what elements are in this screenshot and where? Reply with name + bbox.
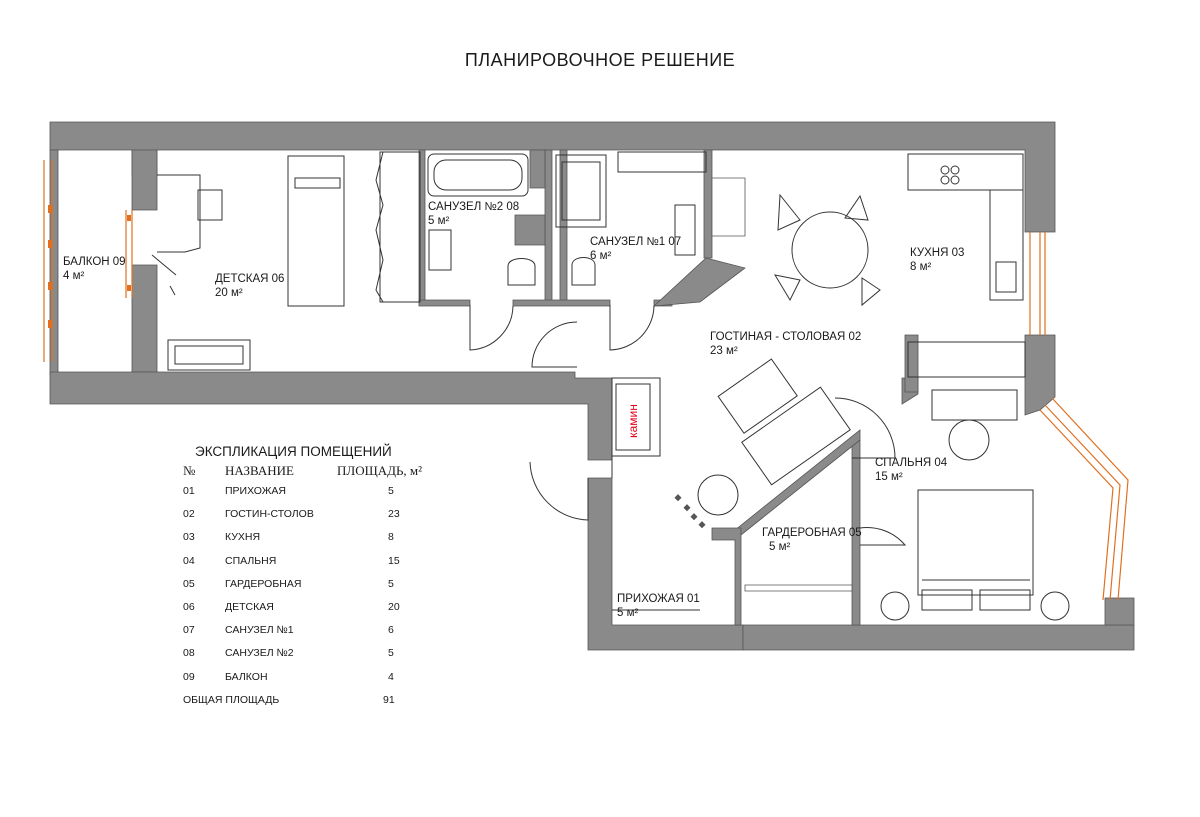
room-area: 8 м² bbox=[910, 261, 932, 273]
row-num: 06 bbox=[183, 600, 195, 613]
row-name: СПАЛЬНЯ bbox=[225, 554, 277, 567]
room-name: ДЕТСКАЯ 06 bbox=[215, 273, 285, 285]
schedule-row bbox=[183, 479, 453, 502]
row-area: 8 bbox=[388, 531, 394, 544]
room-name: САНУЗЕЛ №2 08 bbox=[428, 201, 520, 213]
row-name: КУХНЯ bbox=[225, 531, 261, 544]
room-name: СПАЛЬНЯ 04 bbox=[875, 457, 948, 469]
room-name: ГОСТИНАЯ - СТОЛОВАЯ 02 bbox=[710, 331, 862, 343]
room-label-bath1 bbox=[590, 235, 681, 263]
schedule-row bbox=[183, 618, 453, 641]
room-area: 15 м² bbox=[875, 471, 903, 483]
row-area: 5 bbox=[388, 485, 394, 497]
header-name: НАЗВАНИЕ bbox=[225, 463, 294, 478]
row-num: 01 bbox=[183, 485, 195, 497]
header-num: № bbox=[183, 463, 196, 478]
room-name: ПРИХОЖАЯ 01 bbox=[617, 593, 700, 605]
schedule-row bbox=[183, 502, 453, 525]
room-name: КУХНЯ 03 bbox=[910, 247, 965, 259]
room-label-kitchen bbox=[910, 246, 964, 274]
schedule-header bbox=[183, 463, 453, 479]
room-name: ГАРДЕРОБНАЯ 05 bbox=[762, 527, 862, 539]
fireplace-text: камин bbox=[626, 404, 640, 438]
row-area: 4 bbox=[388, 670, 394, 683]
room-name: САНУЗЕЛ №1 07 bbox=[590, 236, 682, 248]
schedule-rows bbox=[183, 479, 453, 688]
schedule-row bbox=[183, 549, 453, 572]
room-area: 23 м² bbox=[710, 345, 738, 357]
fireplace-label bbox=[618, 392, 648, 450]
room-label-bath2 bbox=[428, 200, 519, 228]
row-area: 15 bbox=[388, 554, 400, 567]
room-label-kids bbox=[215, 272, 284, 300]
schedule-title: ЭКСПЛИКАЦИЯ ПОМЕЩЕНИЙ bbox=[195, 444, 392, 459]
room-area: 6 м² bbox=[590, 250, 612, 262]
row-num: 07 bbox=[183, 624, 195, 637]
page-title: ПЛАНИРОВОЧНОЕ РЕШЕНИЕ bbox=[464, 50, 736, 70]
room-label-living bbox=[710, 330, 861, 358]
row-num: 04 bbox=[183, 554, 195, 567]
room-name: БАЛКОН 09 bbox=[63, 256, 126, 268]
total-label: ОБЩАЯ ПЛОЩАДЬ bbox=[183, 694, 280, 706]
hall-hooks bbox=[674, 494, 705, 528]
row-name: ГОСТИН-СТОЛОВ bbox=[225, 508, 314, 521]
row-name: ГАРДЕРОБНАЯ bbox=[225, 577, 302, 590]
row-name: ДЕТСКАЯ bbox=[225, 600, 274, 613]
row-num: 05 bbox=[183, 577, 195, 590]
room-area: 5 м² bbox=[428, 215, 450, 227]
row-area: 23 bbox=[388, 508, 400, 521]
room-label-wardrobe bbox=[762, 526, 862, 554]
header-area: ПЛОЩАДЬ, м² bbox=[337, 463, 423, 478]
schedule-row bbox=[183, 572, 453, 595]
room-area: 4 м² bbox=[63, 270, 85, 282]
row-name: ПРИХОЖАЯ bbox=[225, 485, 286, 497]
row-name: БАЛКОН bbox=[225, 670, 268, 683]
row-name: САНУЗЕЛ №1 bbox=[225, 624, 294, 637]
row-area: 6 bbox=[388, 624, 394, 637]
row-area: 5 bbox=[388, 647, 394, 660]
schedule-row bbox=[183, 665, 453, 688]
schedule-row bbox=[183, 641, 453, 664]
row-num: 03 bbox=[183, 531, 195, 544]
total-value: 91 bbox=[383, 694, 395, 706]
row-num: 08 bbox=[183, 647, 195, 660]
row-num: 02 bbox=[183, 508, 195, 521]
room-area: 5 м² bbox=[769, 541, 791, 553]
schedule-row bbox=[183, 525, 453, 548]
room-label-balcony bbox=[63, 255, 126, 283]
row-area: 20 bbox=[388, 600, 400, 613]
room-area: 5 м² bbox=[617, 607, 639, 619]
room-area: 20 м² bbox=[215, 287, 243, 299]
row-name: САНУЗЕЛ №2 bbox=[225, 647, 294, 660]
row-num: 09 bbox=[183, 670, 195, 683]
room-label-bedroom bbox=[875, 456, 947, 484]
row-area: 5 bbox=[388, 577, 394, 590]
schedule-row bbox=[183, 595, 453, 618]
room-label-hall bbox=[617, 592, 700, 620]
room-schedule bbox=[183, 444, 453, 688]
